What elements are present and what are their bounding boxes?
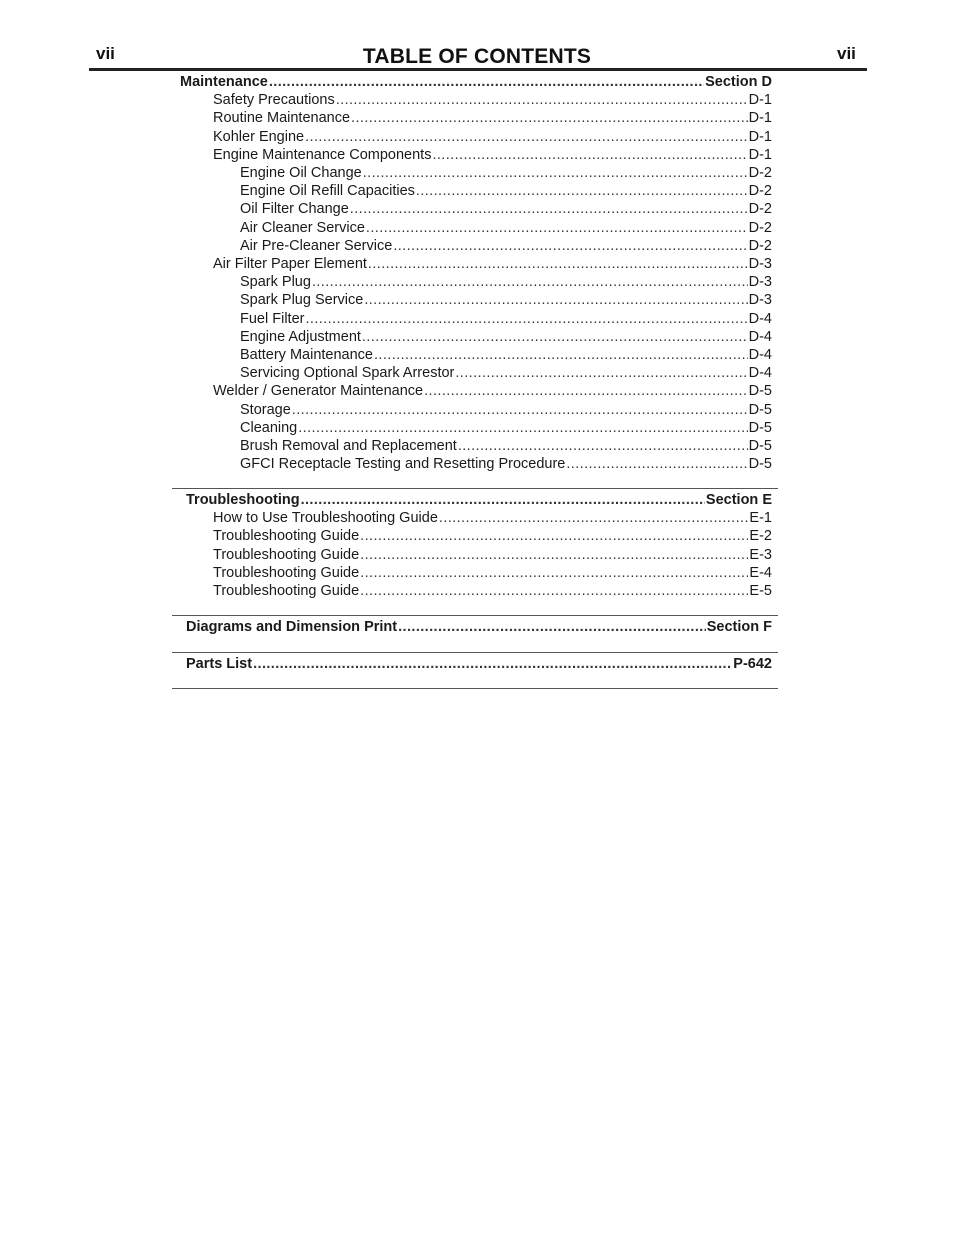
dot-leader bbox=[424, 382, 748, 400]
toc-entry-page: D-2 bbox=[748, 219, 772, 236]
toc-entry-label: Air Filter Paper Element bbox=[213, 256, 367, 272]
toc-entry bbox=[240, 164, 772, 182]
toc-entry bbox=[240, 273, 772, 291]
toc-entry-page: D-5 bbox=[748, 383, 772, 400]
toc-entry-label: Cleaning bbox=[240, 419, 298, 436]
toc-entry bbox=[240, 219, 772, 237]
dot-leader bbox=[566, 455, 747, 473]
dot-leader bbox=[364, 291, 747, 309]
toc-entry-page: D-1 bbox=[748, 128, 772, 145]
dot-leader bbox=[439, 509, 749, 527]
toc-entry bbox=[213, 128, 772, 146]
dot-leader bbox=[368, 255, 748, 273]
toc-entry-page: D-1 bbox=[748, 146, 772, 163]
toc-entry-page: D-1 bbox=[748, 92, 772, 109]
toc-entry-page: D-5 bbox=[748, 419, 772, 436]
dot-leader bbox=[360, 582, 748, 600]
dot-leader bbox=[350, 200, 748, 218]
dot-leader bbox=[336, 91, 748, 109]
toc-entry bbox=[240, 200, 772, 218]
toc-entry-label: Troubleshooting Guide bbox=[213, 546, 360, 563]
toc-entry bbox=[213, 527, 772, 545]
toc-entry-label: Parts List bbox=[186, 656, 253, 672]
toc-entry-label: Storage bbox=[240, 401, 291, 418]
toc-entry-label: Air Pre-Cleaner Service bbox=[240, 237, 393, 254]
toc-entry bbox=[240, 237, 772, 255]
toc-entry-page: D-5 bbox=[748, 456, 772, 473]
toc-entry-label: Engine Maintenance Components bbox=[213, 146, 432, 163]
toc-entry bbox=[213, 564, 772, 582]
toc-entry bbox=[213, 382, 772, 400]
toc-entry-page: D-4 bbox=[748, 365, 772, 382]
toc-entry-page: D-3 bbox=[748, 256, 772, 272]
toc-entry-label: Battery Maintenance bbox=[240, 347, 373, 363]
toc-entry-label: Troubleshooting Guide bbox=[213, 528, 360, 545]
dot-leader bbox=[253, 655, 732, 673]
toc-entry-page: D-4 bbox=[748, 310, 772, 327]
toc-entry-label: Engine Oil Refill Capacities bbox=[240, 183, 415, 200]
toc-entry bbox=[240, 401, 772, 419]
toc-entry-page: D-5 bbox=[748, 401, 772, 418]
toc-entry bbox=[240, 455, 772, 473]
toc-entry-label: Diagrams and Dimension Print bbox=[186, 619, 398, 635]
dot-leader bbox=[292, 401, 748, 419]
toc-entry-page: E-5 bbox=[749, 583, 772, 599]
section-divider bbox=[172, 488, 778, 489]
toc-entry-label: Engine Oil Change bbox=[240, 165, 362, 181]
dot-leader bbox=[269, 73, 704, 91]
toc-entry-page: D-5 bbox=[748, 438, 772, 454]
toc-entry-page: D-2 bbox=[748, 237, 772, 254]
dot-leader bbox=[298, 419, 747, 437]
toc-entry bbox=[240, 419, 772, 437]
toc-section-heading bbox=[186, 655, 772, 673]
toc-entry-label: How to Use Troubleshooting Guide bbox=[213, 510, 438, 527]
dot-leader bbox=[360, 564, 748, 582]
toc-entry-label: Routine Maintenance bbox=[213, 110, 351, 127]
toc-entry-page: E-4 bbox=[749, 564, 772, 581]
dot-leader bbox=[360, 527, 748, 545]
toc-entry-page: D-4 bbox=[748, 347, 772, 363]
dot-leader bbox=[305, 310, 747, 328]
toc-entry-page: D-2 bbox=[748, 183, 772, 200]
toc-entry-label: Troubleshooting Guide bbox=[213, 583, 360, 599]
section-divider bbox=[172, 652, 778, 653]
dot-leader bbox=[432, 146, 747, 164]
dot-leader bbox=[301, 491, 705, 509]
toc-entry-label: Safety Precautions bbox=[213, 92, 335, 109]
toc-entry-label: Welder / Generator Maintenance bbox=[213, 383, 424, 400]
dot-leader bbox=[374, 346, 748, 364]
toc-entry-page: E-3 bbox=[749, 546, 772, 563]
section-divider bbox=[172, 688, 778, 689]
toc-section-heading bbox=[180, 73, 772, 91]
page-number-left: vii bbox=[96, 44, 115, 63]
dot-leader bbox=[393, 237, 747, 255]
toc-entry bbox=[240, 346, 772, 364]
dot-leader bbox=[416, 182, 748, 200]
toc-section-heading bbox=[186, 618, 772, 636]
toc-entry-page: D-3 bbox=[748, 274, 772, 291]
toc-entry bbox=[240, 291, 772, 309]
page-title: TABLE OF CONTENTS bbox=[362, 45, 592, 68]
toc-entry-page: Section F bbox=[706, 619, 772, 635]
title-divider bbox=[89, 68, 867, 71]
toc-entry bbox=[213, 582, 772, 600]
dot-leader bbox=[312, 273, 748, 291]
dot-leader bbox=[363, 164, 748, 182]
toc-entry bbox=[240, 310, 772, 328]
toc-entry bbox=[240, 328, 772, 346]
dot-leader bbox=[455, 364, 747, 382]
toc-entry-label: Air Cleaner Service bbox=[240, 219, 365, 236]
toc-entry-page: D-1 bbox=[748, 110, 772, 127]
toc-entry bbox=[213, 109, 772, 127]
toc-entry-page: E-2 bbox=[749, 528, 772, 545]
toc-entry-label: Oil Filter Change bbox=[240, 201, 349, 218]
toc-entry-page: P-642 bbox=[733, 656, 772, 672]
toc-entry-label: Spark Plug bbox=[240, 274, 311, 291]
dot-leader bbox=[360, 546, 748, 564]
toc-entry bbox=[240, 364, 772, 382]
toc-entry-label: Kohler Engine bbox=[213, 128, 305, 145]
toc-entry-label: Brush Removal and Replacement bbox=[240, 438, 457, 454]
dot-leader bbox=[398, 618, 706, 636]
toc-entry-page: Section D bbox=[705, 74, 772, 90]
toc-entry bbox=[240, 182, 772, 200]
page-number-right: vii bbox=[837, 44, 856, 63]
toc-entry-label: Troubleshooting Guide bbox=[213, 564, 360, 581]
dot-leader bbox=[366, 219, 748, 237]
toc-entry bbox=[213, 546, 772, 564]
toc-entry-label: Engine Adjustment bbox=[240, 328, 361, 345]
toc-entry-label: Servicing Optional Spark Arrestor bbox=[240, 365, 455, 382]
toc-entry-label: Troubleshooting bbox=[186, 492, 300, 508]
toc-entry-page: E-1 bbox=[749, 510, 772, 527]
toc-entry-label: GFCI Receptacle Testing and Resetting Procedure bbox=[240, 456, 566, 473]
toc-entry-page: D-2 bbox=[748, 165, 772, 181]
toc-entry-label: Fuel Filter bbox=[240, 310, 305, 327]
toc-entry bbox=[213, 255, 772, 273]
toc-entry-label: Spark Plug Service bbox=[240, 292, 364, 309]
toc-entry-page: D-3 bbox=[748, 292, 772, 309]
toc-entry-page: D-2 bbox=[748, 201, 772, 218]
toc-entry bbox=[240, 437, 772, 455]
toc-section-heading bbox=[186, 491, 772, 509]
dot-leader bbox=[305, 128, 748, 146]
toc-entry-page: Section E bbox=[705, 492, 772, 508]
toc-entry bbox=[213, 146, 772, 164]
toc-entry bbox=[213, 91, 772, 109]
dot-leader bbox=[351, 109, 748, 127]
toc-entry bbox=[213, 509, 772, 527]
toc-entry-label: Maintenance bbox=[180, 74, 268, 90]
section-divider bbox=[172, 615, 778, 616]
dot-leader bbox=[362, 328, 748, 346]
toc-entry-page: D-4 bbox=[748, 328, 772, 345]
dot-leader bbox=[458, 437, 748, 455]
